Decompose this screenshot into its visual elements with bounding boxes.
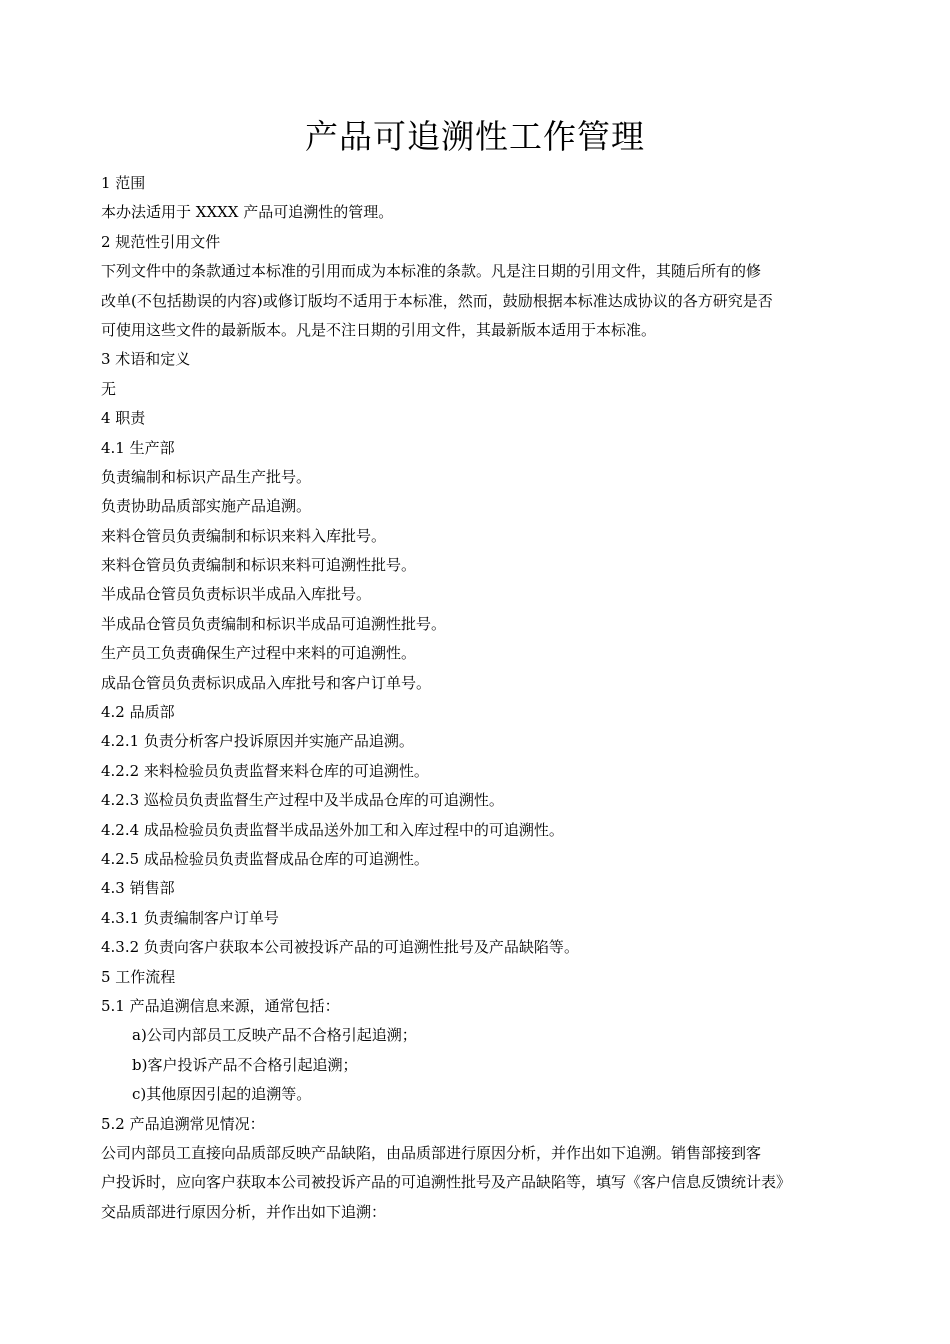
subsection-quality: 4.2 品质部 (101, 703, 175, 722)
document-body (101, 169, 853, 1227)
duty-line: 4.2.4 成品检验员负责监督半成品送外加工和入库过程中的可追溯性。 (101, 820, 564, 839)
references-paragraph (101, 257, 853, 345)
duty-line: 4.3.1 负责编制客户订单号 (101, 908, 279, 927)
paragraph-line: 下列文件中的条款通过本标准的引用而成为本标准的条款。凡是注日期的引用文件，其随后所有的修 (101, 262, 762, 281)
duty-line: 4.2.2 来料检验员负责监督来料仓库的可追溯性。 (101, 761, 429, 780)
paragraph-line: 公司内部员工直接向品质部反映产品缺陷，由品质部进行原因分析，并作出如下追溯。销售部接到客 (101, 1143, 762, 1162)
list-item: a)公司内部员工反映产品不合格引起追溯； (132, 1026, 417, 1045)
section-heading-terms: 3 术语和定义 (101, 350, 191, 369)
duty-line: 4.2.3 巡检员负责监督生产过程中及半成品仓库的可追溯性。 (101, 791, 504, 810)
scope-text: 本办法适用于 XXXX 产品可追溯性的管理。 (101, 203, 394, 222)
list-item: b)客户投诉产品不合格引起追溯； (132, 1055, 358, 1074)
paragraph-line: 可使用这些文件的最新版本。凡是不注日期的引用文件，其最新版本适用于本标准。 (101, 320, 657, 339)
duty-line: 来料仓管员负责编制和标识来料入库批号。 (101, 526, 387, 545)
subsection-sales: 4.3 销售部 (101, 879, 175, 898)
section-heading-duties: 4 职责 (101, 409, 146, 428)
paragraph-line: 改单(不包括勘误的内容)或修订版均不适用于本标准，然而，鼓励根据本标准达成协议的各方研究是否 (101, 291, 773, 310)
document-title: 产品可追溯性工作管理 (305, 117, 645, 156)
subsection-sources: 5.1 产品追溯信息来源，通常包括： (101, 996, 340, 1015)
terms-text: 无 (101, 379, 117, 398)
duty-line: 4.2.5 成品检验员负责监督成品仓库的可追溯性。 (101, 849, 429, 868)
duty-line: 4.2.1 负责分析客户投诉原因并实施产品追溯。 (101, 732, 414, 751)
section-heading-scope: 1 范围 (101, 174, 146, 192)
section-heading-workflow: 5 工作流程 (101, 967, 176, 986)
list-item: c)其他原因引起的追溯等。 (132, 1085, 312, 1104)
subsection-production: 4.1 生产部 (101, 438, 175, 457)
common-cases-paragraph (101, 1139, 853, 1227)
subsection-common-cases: 5.2 产品追溯常见情况： (101, 1114, 265, 1133)
duty-line: 半成品仓管员负责编制和标识半成品可追溯性批号。 (101, 614, 447, 633)
duty-line: 负责协助品质部实施产品追溯。 (101, 497, 312, 516)
duty-line: 半成品仓管员负责标识半成品入库批号。 (101, 585, 372, 604)
duty-line: 来料仓管员负责编制和标识来料可追溯性批号。 (101, 556, 417, 575)
section-heading-references: 2 规范性引用文件 (101, 232, 221, 251)
paragraph-line: 户投诉时，应向客户获取本公司被投诉产品的可追溯性批号及产品缺陷等，填写《客户信息反馈统计表》 (101, 1173, 792, 1192)
duty-line: 成品仓管员负责标识成品入库批号和客户订单号。 (101, 673, 432, 692)
duty-line: 生产员工负责确保生产过程中来料的可追溯性。 (101, 644, 417, 663)
duty-line: 4.3.2 负责向客户获取本公司被投诉产品的可追溯性批号及产品缺陷等。 (101, 938, 579, 957)
duty-line: 负责编制和标识产品生产批号。 (101, 467, 312, 486)
paragraph-line: 交品质部进行原因分析，并作出如下追溯： (101, 1202, 387, 1221)
